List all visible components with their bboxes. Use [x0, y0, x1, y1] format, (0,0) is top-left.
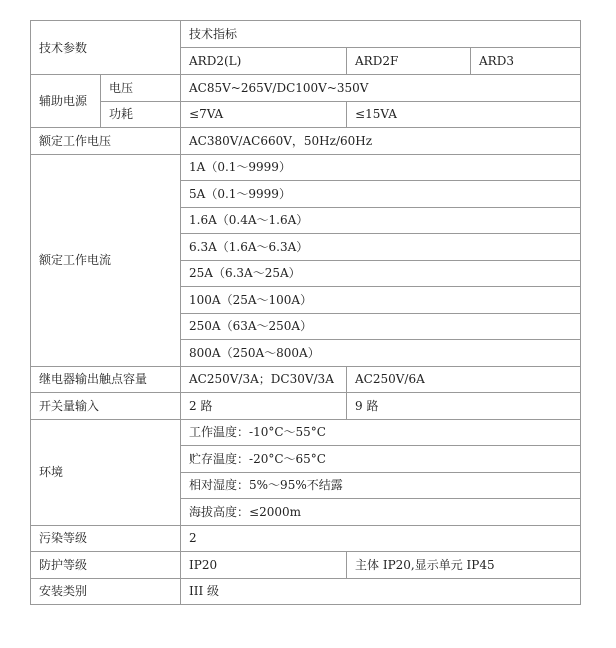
rated-current-item: 1A（0.1～9999）: [181, 154, 581, 181]
rated-current-item: 25A（6.3A～25A）: [181, 260, 581, 287]
rated-current-item: 800A（250A～800A）: [181, 340, 581, 367]
aux-power-label: 辅助电源: [31, 75, 101, 128]
pollution-row: [31, 525, 581, 552]
model-ard2l: ARD2(L): [181, 48, 347, 75]
environment-item: 海拔高度：≤2000m: [181, 499, 581, 526]
install-label: 安装类别: [31, 578, 181, 605]
protection-row: [31, 552, 581, 579]
relay-row: [31, 366, 581, 393]
install-value: III 级: [181, 578, 581, 605]
environment-item: 贮存温度：-20°C～65°C: [181, 446, 581, 473]
model-ard3: ARD3: [471, 48, 581, 75]
install-row: [31, 578, 581, 605]
model-ard2f: ARD2F: [347, 48, 471, 75]
pollution-value: 2: [181, 525, 581, 552]
param-header: 技术参数: [31, 21, 181, 75]
rated-voltage-value: AC380V/AC660V，50Hz/60Hz: [181, 128, 581, 155]
switch-input-label: 开关量输入: [31, 393, 181, 420]
rated-current-label: 额定工作电流: [31, 154, 181, 366]
power-ard2: ≤7VA: [181, 101, 347, 128]
spec-table: [30, 20, 581, 605]
switch-input-row: [31, 393, 581, 420]
rated-current-item: 5A（0.1～9999）: [181, 181, 581, 208]
aux-power-row: [31, 101, 581, 128]
protection-ard2: IP20: [181, 552, 347, 579]
relay-label: 继电器输出触点容量: [31, 366, 181, 393]
protection-label: 防护等级: [31, 552, 181, 579]
pollution-label: 污染等级: [31, 525, 181, 552]
power-ard3: ≤15VA: [347, 101, 581, 128]
rated-voltage-label: 额定工作电压: [31, 128, 181, 155]
voltage-label: 电压: [101, 75, 181, 102]
rated-current-item: 1.6A（0.4A～1.6A）: [181, 207, 581, 234]
environment-row: [31, 419, 581, 446]
environment-item: 工作温度：-10°C～55°C: [181, 419, 581, 446]
environment-item: 相对湿度：5%～95%不结露: [181, 472, 581, 499]
rated-current-row: [31, 154, 581, 181]
table-header-row: [31, 21, 581, 48]
spec-table-container: [30, 20, 581, 605]
rated-current-item: 250A（63A～250A）: [181, 313, 581, 340]
power-label: 功耗: [101, 101, 181, 128]
environment-label: 环境: [31, 419, 181, 525]
rated-voltage-row: [31, 128, 581, 155]
rated-current-item: 6.3A（1.6A～6.3A）: [181, 234, 581, 261]
rated-current-item: 100A（25A～100A）: [181, 287, 581, 314]
switch-input-ard3: 9 路: [347, 393, 581, 420]
voltage-value: AC85V~265V/DC100V~350V: [181, 75, 581, 102]
spec-header: 技术指标: [181, 21, 581, 48]
aux-voltage-row: [31, 75, 581, 102]
relay-ard2: AC250V/3A；DC30V/3A: [181, 366, 347, 393]
protection-ard3: 主体 IP20,显示单元 IP45: [347, 552, 581, 579]
switch-input-ard2: 2 路: [181, 393, 347, 420]
relay-ard3: AC250V/6A: [347, 366, 581, 393]
